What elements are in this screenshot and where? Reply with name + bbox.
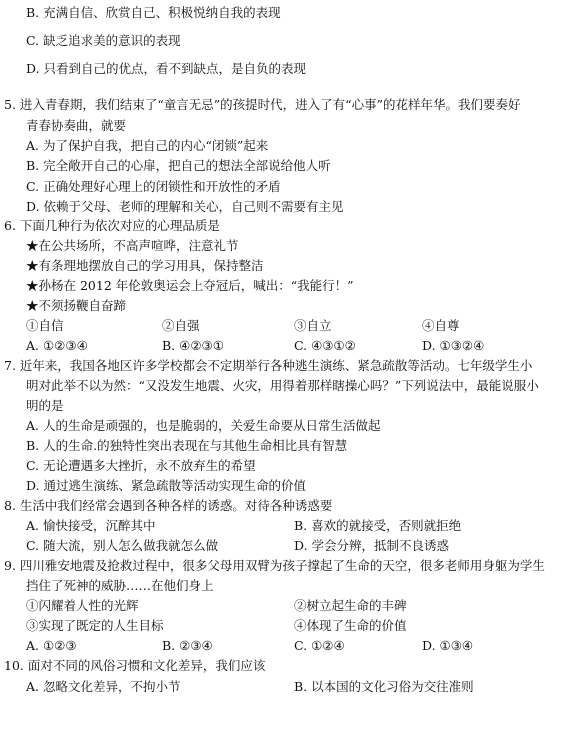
q6-statement-2: ★有条理地摆放自己的学习用具，保持整洁 (26, 258, 264, 273)
q5-option-b: B. 完全敞开自己的心扉，把自己的想法全部说给他人听 (26, 158, 331, 173)
q8-option-d: D. 学会分辨，抵制不良诱惑 (294, 538, 450, 553)
q9-stem-line2: 挡住了死神的威胁……在他们身上 (26, 578, 214, 593)
q9-options-row (0, 637, 572, 655)
q5-option-c: C. 正确处理好心理上的闭锁性和开放性的矛盾 (26, 179, 281, 194)
q6-items-row (0, 317, 572, 335)
q4-option-c: C. 缺乏追求美的意识的表现 (26, 33, 181, 48)
q6-option: D. ①③②④ (422, 338, 485, 353)
q5-stem-line2: 青春协奏曲，就要 (26, 118, 127, 133)
q9-item: ①闪耀着人性的光辉 (26, 598, 139, 613)
q4-option-b: B. 充满自信、欣赏自己、积极悦纳自我的表现 (26, 5, 281, 20)
q10-option-a: A. 忽略文化差异，不拘小节 (26, 679, 181, 694)
q6-item: ②自强 (162, 318, 200, 333)
q7-stem-line1: 7. 近年来，我国各地区许多学校都会不定期举行各种逃生演练、紧急疏散等活动。七年级学生小 (4, 358, 533, 373)
q6-statement-3: ★孙杨在 2012 年伦敦奥运会上夺冠后，喊出：“我能行！” (26, 278, 354, 293)
q6-statement-1: ★在公共场所，不高声喧哗，注意礼节 (26, 238, 239, 253)
q7-stem-line3: 明的是 (26, 398, 64, 413)
q6-option: C. ④③①② (294, 338, 356, 353)
q10-stem: 10. 面对不同的风俗习惯和文化差异，我们应该 (4, 658, 266, 673)
q9-item: ②树立起生命的丰碑 (294, 598, 407, 613)
q5-option-d: D. 依赖于父母、老师的理解和关心，自己则不需要有主见 (26, 199, 344, 214)
q6-item: ④自尊 (422, 318, 460, 333)
q8-option-c: C. 随大流，别人怎么做我就怎么做 (26, 538, 219, 553)
q7-option-d: D. 通过逃生演练、紧急疏散等活动实现生命的价值 (26, 478, 307, 493)
q6-stem: 6. 下面几种行为依次对应的心理品质是 (4, 218, 220, 233)
q8-stem: 8. 生活中我们经常会遇到各种各样的诱惑。对待各种诱惑要 (4, 498, 333, 513)
q9-item: ④体现了生命的价值 (294, 618, 407, 633)
q8-option-a: A. 愉快接受，沉醉其中 (26, 518, 156, 533)
q9-option: B. ②③④ (162, 638, 213, 653)
q7-option-b: B. 人的生命.的独特性突出表现在与其他生命相比具有智慧 (26, 438, 348, 453)
q6-options-row (0, 337, 572, 355)
q9-stem-line1: 9. 四川雅安地震及抢救过程中，很多父母用双臂为孩子撑起了生命的天空，很多老师用身躯为学生 (4, 558, 545, 573)
q7-stem-line2: 明对此举不以为然：“又没发生地震、火灾，用得着那样瞎操心吗？”下列说法中，最能说服小 (26, 378, 539, 393)
q9-option: D. ①③④ (422, 638, 474, 653)
q7-option-c: C. 无论遭遇多大挫折，永不放弃生的希望 (26, 458, 256, 473)
q10-option-b: B. 以本国的文化习俗为交往准则 (294, 679, 474, 694)
q7-option-a: A. 人的生命是顽强的，也是脆弱的，关爱生命要从日常生活做起 (26, 418, 381, 433)
q8-option-b: B. 喜欢的就接受，否则就拒绝 (294, 518, 462, 533)
q4-option-d: D. 只看到自己的优点，看不到缺点，是自负的表现 (26, 61, 307, 76)
q6-item: ①自信 (26, 318, 64, 333)
q6-item: ③自立 (294, 318, 332, 333)
q5-option-a: A. 为了保护自我，把自己的内心“闭锁”起来 (26, 138, 269, 153)
q6-option: A. ①②③④ (26, 338, 88, 353)
q6-option: B. ④②③① (162, 338, 224, 353)
q6-statement-4: ★不须扬鞭自奋蹄 (26, 298, 127, 313)
q9-option: C. ①②④ (294, 638, 345, 653)
q9-option: A. ①②③ (26, 638, 77, 653)
q5-stem-line1: 5. 进入青春期，我们结束了“童言无忌”的孩提时代，进入了有“心事”的花样年华。我们要奏好 (4, 97, 521, 112)
q9-item: ③实现了既定的人生目标 (26, 618, 164, 633)
